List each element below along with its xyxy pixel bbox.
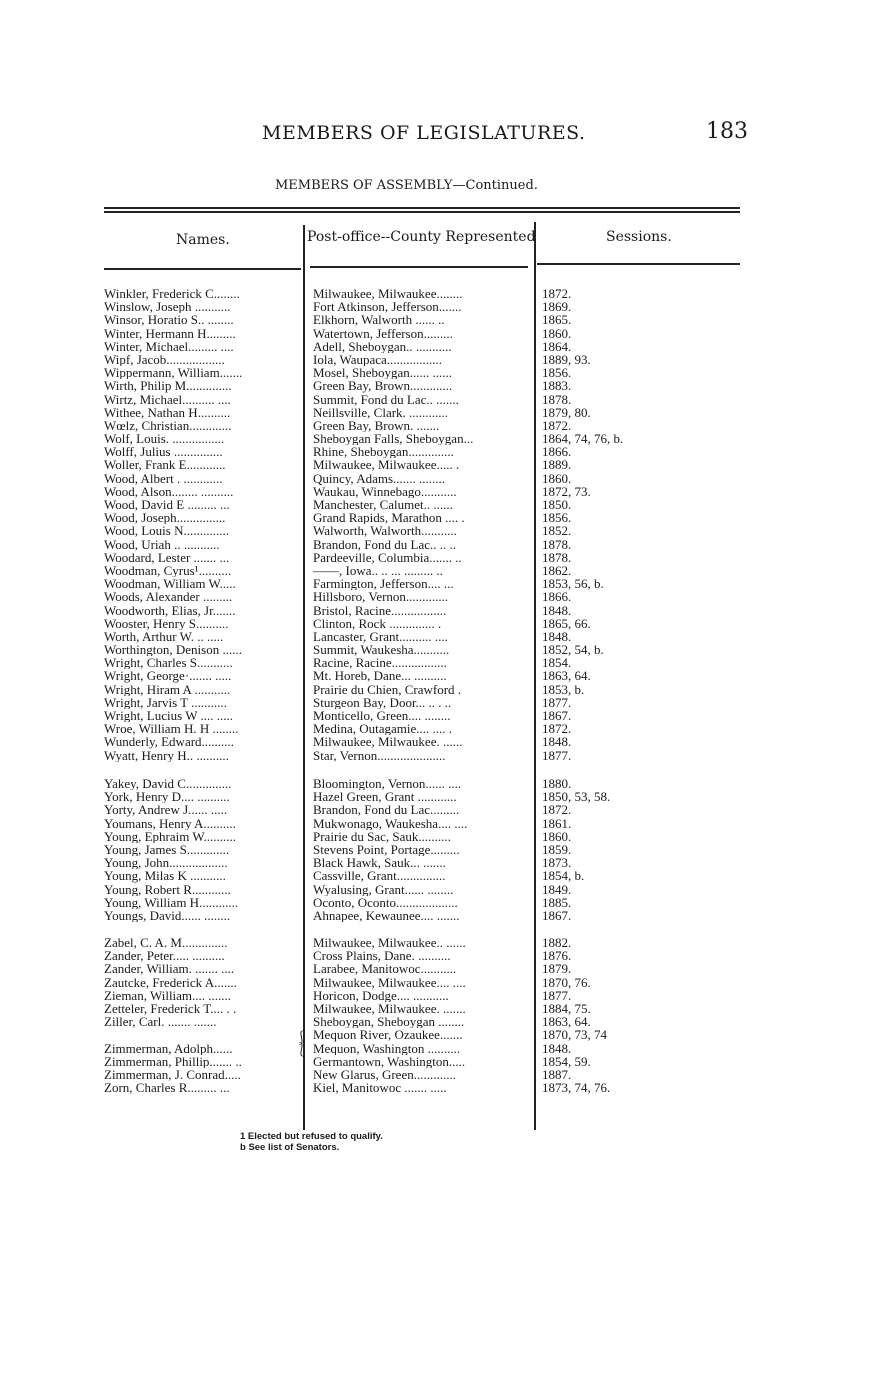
member-name: Withee, Nathan H..........	[104, 405, 231, 419]
member-name: Wirth, Philip M..............	[104, 379, 232, 393]
table-row	[0, 643, 869, 656]
sessions: 1876.	[542, 949, 572, 963]
member-name: Wood, Uriah .. ...........	[104, 537, 220, 551]
post-office-county: Milwaukee, Milwaukee. ......	[313, 735, 463, 749]
post-office-county: Mt. Horeb, Dane... ..........	[313, 669, 447, 683]
post-office-county: Sheboygan Falls, Sheboygan...	[313, 432, 474, 446]
member-name: Youngs, David...... ........	[104, 908, 231, 923]
sessions: 1872.	[542, 722, 572, 736]
table-row	[0, 962, 869, 975]
sessions: 1879.	[542, 962, 572, 976]
sessions: 1863, 64.	[542, 669, 591, 683]
member-name: Wright, Charles S...........	[104, 656, 233, 670]
post-office-county: Germantown, Washington.....	[313, 1054, 466, 1068]
footnote-2: b See list of Senators.	[240, 1142, 340, 1153]
post-office-county: Walworth, Walworth...........	[313, 524, 457, 538]
header-rule-po	[310, 266, 528, 268]
post-office-county: Hazel Green, Grant ............	[313, 790, 457, 804]
sessions: 1865, 66.	[542, 616, 591, 630]
post-office-county: Milwaukee, Milwaukee........	[313, 287, 463, 301]
sessions: 1889, 93.	[542, 352, 591, 367]
sessions: 1872.	[542, 803, 572, 817]
post-office-county: Pardeeville, Columbia....... ..	[313, 550, 462, 564]
top-rule-1	[104, 207, 740, 209]
post-office-county: Cross Plains, Dane. ..........	[313, 949, 451, 963]
member-name: Zimmerman, Phillip....... ..	[104, 1054, 242, 1068]
sessions: 1878.	[542, 392, 572, 406]
column-header-names: Names.	[176, 232, 230, 248]
post-office-county: ——, Iowa.. .. ... ......... ..	[313, 563, 443, 578]
table-row	[0, 909, 869, 922]
post-office-county: Mequon River, Ozaukee.......	[313, 1028, 463, 1042]
post-office-county: Watertown, Jefferson.........	[313, 326, 453, 340]
post-office-county: Sturgeon Bay, Door... .. . ..	[313, 695, 452, 710]
table-row	[0, 976, 869, 989]
table-row	[0, 656, 869, 669]
table-row	[0, 989, 869, 1002]
post-office-county: Larabee, Manitowoc...........	[313, 962, 457, 976]
member-name: Zimmerman, J. Conrad.....	[104, 1067, 241, 1082]
member-name: Wright, Jarvis T ...........	[104, 695, 227, 710]
member-name: Wirtz, Michael.......... ....	[104, 392, 231, 406]
sessions: 1880.	[542, 777, 572, 791]
table-row	[0, 1042, 869, 1055]
member-name: Young, Milas K ...........	[104, 869, 226, 883]
table-row	[0, 869, 869, 882]
member-name: Winslow, Joseph ...........	[104, 300, 231, 314]
sessions: 1848.	[542, 735, 572, 749]
header-rule-names	[104, 268, 301, 270]
post-office-county: Monticello, Green.... ........	[313, 709, 451, 723]
table-row	[0, 511, 869, 524]
sessions: 1872.	[542, 287, 572, 301]
sessions: 1862.	[542, 563, 572, 578]
post-office-county: Brandon, Fond du Lac.. .. ..	[313, 537, 456, 551]
table-row	[0, 1015, 869, 1028]
table-row	[0, 830, 869, 843]
page-title: MEMBERS OF LEGISLATURES.	[262, 122, 586, 144]
member-name: Wooster, Henry S..........	[104, 616, 229, 630]
member-name: Ziller, Carl. ....... .......	[104, 1015, 217, 1029]
post-office-county: Wyalusing, Grant...... ........	[313, 882, 454, 896]
table-row	[0, 1002, 869, 1015]
table-row	[0, 604, 869, 617]
table-row	[0, 949, 869, 962]
post-office-county: Iola, Waupaca.................	[313, 352, 443, 367]
member-name: Zieman, William.... .......	[104, 988, 232, 1002]
member-name: Wood, Albert . ............	[104, 471, 223, 485]
sessions: 1853, 56, b.	[542, 577, 604, 591]
table-row	[0, 749, 869, 762]
table-row	[0, 936, 869, 949]
member-name: Yorty, Andrew J...... .....	[104, 803, 228, 817]
member-name: York, Henry D.... ..........	[104, 790, 230, 804]
member-name: Wood, Alson........ ..........	[104, 484, 234, 499]
page-number: 183	[706, 119, 748, 144]
post-office-county: Brandon, Fond du Lac.........	[313, 803, 460, 817]
post-office-county: Milwaukee, Milwaukee.... ....	[313, 975, 466, 989]
post-office-county: Elkhorn, Walworth ...... ..	[313, 313, 445, 327]
sessions: 1856.	[542, 511, 572, 525]
post-office-county: Fort Atkinson, Jefferson.......	[313, 300, 462, 314]
sessions: 1870, 76.	[542, 975, 591, 989]
sessions: 1882.	[542, 936, 572, 950]
member-name: Wright, Hiram A ...........	[104, 682, 231, 696]
table-row	[0, 419, 869, 432]
sessions: 1866.	[542, 590, 572, 604]
footnote-1: 1 Elected but refused to qualify.	[240, 1131, 383, 1142]
sessions: 1852, 54, b.	[542, 643, 604, 657]
post-office-county: Rhine, Sheboygan..............	[313, 445, 454, 459]
member-name: Zorn, Charles R......... ...	[104, 1081, 230, 1095]
post-office-county: Sheboygan, Sheboygan ........	[313, 1015, 465, 1029]
post-office-county: Ahnapee, Kewaunee.... .......	[313, 908, 460, 923]
sessions: 1872, 73.	[542, 484, 591, 499]
sessions: 1867.	[542, 908, 572, 923]
post-office-county: Horicon, Dodge.... ...........	[313, 988, 449, 1002]
member-name: Wippermann, William.......	[104, 366, 243, 380]
post-office-county: Medina, Outagamie.... .... .	[313, 722, 452, 736]
sessions: 1848.	[542, 603, 572, 617]
member-name: Woller, Frank E............	[104, 458, 226, 472]
post-office-county: Adell, Sheboygan.. ...........	[313, 339, 452, 353]
group-y	[0, 777, 869, 922]
table-row	[0, 669, 869, 682]
sessions: 1867.	[542, 709, 572, 723]
sessions: 1877.	[542, 695, 572, 710]
post-office-county: Star, Vernon.....................	[313, 748, 446, 762]
table-row	[0, 817, 869, 830]
sessions: 1854, 59.	[542, 1054, 591, 1068]
post-office-county: Milwaukee, Milwaukee. .......	[313, 1001, 466, 1016]
post-office-county: Mequon, Washington ..........	[313, 1041, 461, 1055]
sessions: 1850.	[542, 498, 572, 512]
post-office-county: Prairie du Sac, Sauk..........	[313, 829, 451, 843]
table-row	[0, 630, 869, 643]
member-name: Young, John..................	[104, 856, 228, 870]
sessions: 1869.	[542, 300, 572, 314]
post-office-county: Hillsboro, Vernon.............	[313, 590, 449, 604]
member-name: Yakey, David C..............	[104, 777, 232, 791]
sessions: 1864.	[542, 339, 572, 353]
sessions: 1889.	[542, 458, 572, 472]
table-row	[0, 498, 869, 511]
sessions: 1863, 64.	[542, 1015, 591, 1029]
member-name: Worthington, Denison ......	[104, 643, 242, 657]
sessions: 1866.	[542, 445, 572, 459]
table-row	[0, 856, 869, 869]
sessions: 1848.	[542, 629, 572, 644]
member-name: Wolf, Louis. ................	[104, 432, 225, 446]
table-row	[0, 393, 869, 406]
sessions: 1856.	[542, 366, 572, 380]
member-name: Zander, Peter..... ..........	[104, 949, 225, 963]
table-row	[0, 327, 869, 340]
member-name: Wyatt, Henry H.. ..........	[104, 748, 229, 762]
table-row	[0, 551, 869, 564]
column-header-sessions: Sessions.	[606, 229, 672, 245]
member-name: Wright, George·....... .....	[104, 669, 232, 683]
member-name: Wright, Lucius W .... .....	[104, 709, 233, 723]
table-row	[0, 287, 869, 300]
member-name: Woodworth, Elias, Jr.......	[104, 603, 236, 617]
sessions: 1859.	[542, 842, 572, 857]
post-office-county: Bloomington, Vernon...... ....	[313, 777, 462, 791]
post-office-county: Kiel, Manitowoc ....... .....	[313, 1081, 447, 1095]
table-row	[0, 735, 869, 748]
sessions: 1860.	[542, 471, 572, 485]
member-name: Woods, Alexander .........	[104, 590, 233, 604]
sessions: 1884, 75.	[542, 1001, 591, 1016]
sessions: 1872.	[542, 418, 572, 433]
post-office-county: Quincy, Adams....... ........	[313, 471, 446, 485]
member-name: Woodman, William W.....	[104, 577, 236, 591]
group-z	[0, 936, 869, 1094]
table-row	[0, 340, 869, 353]
table-row	[0, 777, 869, 790]
sessions: 1860.	[542, 829, 572, 843]
table-row	[0, 485, 869, 498]
table-row	[0, 564, 869, 577]
table-row	[0, 803, 869, 816]
post-office-county: Mukwonago, Waukesha.... ....	[313, 816, 468, 830]
post-office-county: Racine, Racine.................	[313, 656, 447, 670]
table-row	[0, 883, 869, 896]
table-row	[0, 696, 869, 709]
sessions: 1873.	[542, 856, 572, 870]
table-row	[0, 683, 869, 696]
post-office-county: Oconto, Oconto...................	[313, 895, 458, 909]
post-office-county: Farmington, Jefferson.... ...	[313, 577, 454, 591]
sessions: 1877.	[542, 988, 572, 1002]
post-office-county: Cassville, Grant...............	[313, 869, 446, 883]
table-row	[0, 590, 869, 603]
member-name: Wolff, Julius ...............	[104, 445, 223, 459]
table-row	[0, 538, 869, 551]
member-name: Wipf, Jacob..................	[104, 352, 225, 367]
sessions: 1854.	[542, 656, 572, 670]
sessions: 1849.	[542, 882, 572, 896]
sessions: 1854, b.	[542, 869, 585, 883]
table-row	[0, 406, 869, 419]
member-name: Zimmerman, Adolph......	[104, 1041, 233, 1055]
member-name: Young, Ephraim W..........	[104, 829, 236, 843]
post-office-county: Manchester, Calumet.. ......	[313, 498, 453, 512]
post-office-county: Black Hawk, Sauk... .......	[313, 856, 446, 870]
member-name: Zander, William. ....... ....	[104, 962, 235, 976]
table-row	[0, 577, 869, 590]
member-name: Zabel, C. A. M..............	[104, 936, 228, 950]
member-name: Woodman, Cyrus¹..........	[104, 563, 232, 578]
post-office-county: Waukau, Winnebago...........	[313, 484, 457, 499]
group-w	[0, 287, 869, 762]
sessions: 1887.	[542, 1067, 572, 1082]
member-name: Wœlz, Christian.............	[104, 418, 232, 433]
table-row	[0, 432, 869, 445]
sessions: 1885.	[542, 895, 572, 909]
member-name: Young, Robert R............	[104, 882, 231, 896]
member-name: Young, James S.............	[104, 842, 230, 857]
post-office-county: Summit, Fond du Lac.. .......	[313, 392, 459, 406]
table-row	[0, 379, 869, 392]
sessions: 1865.	[542, 313, 572, 327]
post-office-county: Neillsville, Clark. ............	[313, 405, 449, 419]
post-office-county: Bristol, Racine.................	[313, 603, 447, 617]
table-row	[0, 524, 869, 537]
sessions: 1873, 74, 76.	[542, 1081, 611, 1095]
member-name: Zetteler, Frederick T.... . .	[104, 1001, 237, 1016]
sessions: 1870, 73, 74	[542, 1028, 607, 1042]
sessions: 1861.	[542, 816, 572, 830]
top-rule-2	[104, 211, 740, 213]
column-header-post-office: Post-office--County Represented	[307, 229, 536, 245]
table-row	[0, 896, 869, 909]
brace-glyph: ⎰ ⎱	[295, 1030, 309, 1057]
post-office-county: Mosel, Sheboygan...... ......	[313, 366, 453, 380]
table-row	[0, 353, 869, 366]
sessions: 1877.	[542, 748, 572, 762]
table-row	[0, 1081, 869, 1094]
table-row	[0, 617, 869, 630]
table-row	[0, 366, 869, 379]
post-office-county: Stevens Point, Portage.........	[313, 842, 460, 857]
member-name: Wood, David E ......... ...	[104, 498, 230, 512]
member-name: Young, William H............	[104, 895, 239, 909]
member-name: Wood, Joseph...............	[104, 511, 226, 525]
table-row	[0, 790, 869, 803]
post-office-county: Clinton, Rock .............. .	[313, 616, 442, 630]
table-row	[0, 1055, 869, 1068]
post-office-county: Milwaukee, Milwaukee..... .	[313, 458, 460, 472]
sessions: 1860.	[542, 326, 572, 340]
post-office-county: Milwaukee, Milwaukee.. ......	[313, 936, 466, 950]
member-name: Winter, Hermann H.........	[104, 326, 236, 340]
post-office-county: Green Bay, Brown. .......	[313, 418, 440, 433]
table-row	[0, 300, 869, 313]
header-rule-sessions	[537, 263, 740, 265]
table-row	[0, 313, 869, 326]
member-name: Winsor, Horatio S.. ........	[104, 313, 234, 327]
post-office-county: Prairie du Chien, Crawford .	[313, 682, 462, 696]
post-office-county: New Glarus, Green.............	[313, 1067, 456, 1082]
table-row	[0, 472, 869, 485]
footnotes	[240, 1131, 383, 1153]
post-office-county: Green Bay, Brown.............	[313, 379, 453, 393]
sessions: 1864, 74, 76, b.	[542, 432, 624, 446]
post-office-county: Summit, Waukesha...........	[313, 643, 450, 657]
member-name: Winkler, Frederick C........	[104, 287, 240, 301]
table-subtitle: MEMBERS OF ASSEMBLY—Continued.	[275, 178, 538, 193]
table-row	[0, 458, 869, 471]
member-name: Wunderly, Edward..........	[104, 735, 235, 749]
member-name: Worth, Arthur W. .. .....	[104, 629, 224, 644]
table-row	[0, 1068, 869, 1081]
member-name: Wood, Louis N..............	[104, 524, 229, 538]
member-name: Youmans, Henry A..........	[104, 816, 236, 830]
sessions: 1878.	[542, 550, 572, 564]
sessions: 1883.	[542, 379, 572, 393]
post-office-county: Lancaster, Grant.......... ....	[313, 629, 448, 644]
table-row	[0, 1028, 869, 1041]
sessions: 1879, 80.	[542, 405, 591, 419]
sessions: 1878.	[542, 537, 572, 551]
table-row	[0, 843, 869, 856]
member-name: Winter, Michael......... ....	[104, 339, 234, 353]
sessions: 1853, b.	[542, 682, 585, 696]
member-name: Wroe, William H. H ........	[104, 722, 239, 736]
member-name: Zautcke, Frederick A.......	[104, 975, 237, 989]
sessions: 1850, 53, 58.	[542, 790, 611, 804]
table-row	[0, 445, 869, 458]
table-row	[0, 709, 869, 722]
member-name: Woodard, Lester ....... ...	[104, 550, 230, 564]
table-row	[0, 722, 869, 735]
sessions: 1852.	[542, 524, 572, 538]
post-office-county: Grand Rapids, Marathon .... .	[313, 511, 465, 525]
sessions: 1848.	[542, 1041, 572, 1055]
